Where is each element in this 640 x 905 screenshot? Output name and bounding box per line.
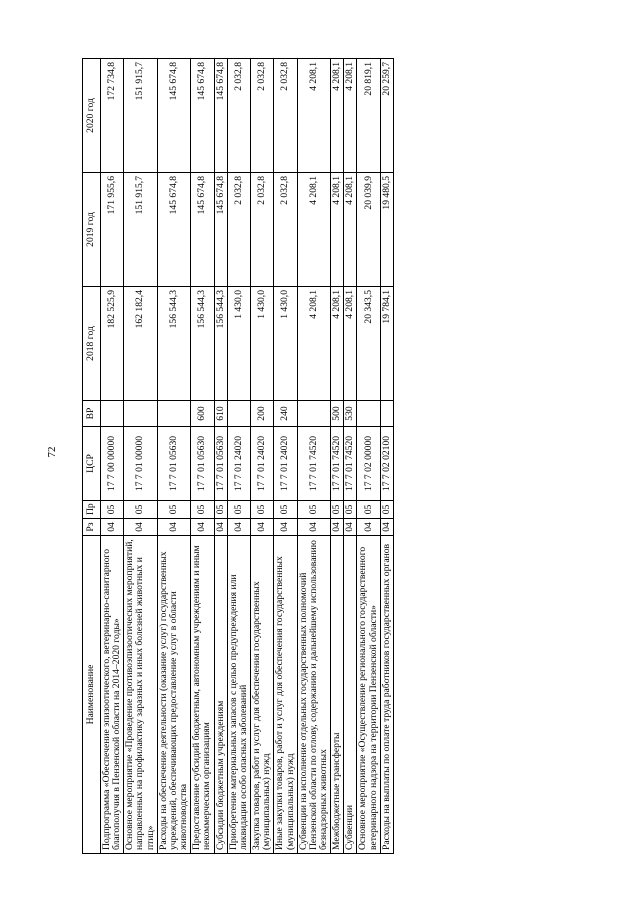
cell-2018: 4 208,1 [297, 287, 330, 401]
table-row [227, 59, 250, 854]
cell-2018: 4 208,1 [344, 287, 357, 401]
table-row [191, 59, 214, 854]
table-row [214, 59, 227, 854]
cell-vr [357, 401, 380, 427]
cell-2020: 20 819,1 [357, 59, 380, 173]
cell-2019: 4 208,1 [344, 173, 357, 287]
cell-csr: 17 7 02 02100 [380, 427, 393, 501]
cell-csr: 17 7 01 24020 [251, 427, 274, 501]
cell-name: Закупка товаров, работ и услуг для обеспечения государственных (муниципальных) нужд [251, 536, 274, 854]
cell-2020: 4 208,1 [331, 59, 344, 173]
cell-pr: 05 [331, 501, 344, 519]
cell-rz: 04 [214, 519, 227, 536]
cell-csr: 17 7 01 05630 [191, 427, 214, 501]
cell-rz: 04 [157, 519, 190, 536]
cell-2018: 156 544,3 [214, 287, 227, 401]
cell-2018: 19 784,1 [380, 287, 393, 401]
cell-name: Субвенции [344, 536, 357, 854]
header-name: Наименование [83, 536, 101, 854]
cell-pr: 05 [357, 501, 380, 519]
table-header [83, 59, 101, 854]
cell-csr: 17 7 01 05630 [214, 427, 227, 501]
cell-2020: 145 674,8 [214, 59, 227, 173]
cell-rz: 04 [191, 519, 214, 536]
cell-2018: 20 343,5 [357, 287, 380, 401]
cell-2020: 2 032,8 [227, 59, 250, 173]
cell-2019: 2 032,8 [227, 173, 250, 287]
cell-name: Субвенции на исполнение отдельных государственных полномочий Пензенской области по отлову, содержанию и дальнейшему использованию безнадзорных животных [297, 536, 330, 854]
header-pr: Пр [83, 501, 101, 519]
cell-vr [297, 401, 330, 427]
cell-name: Субсидии бюджетным учреждениям [214, 536, 227, 854]
table-row [344, 59, 357, 854]
cell-2019: 145 674,8 [214, 173, 227, 287]
cell-csr: 17 7 01 74520 [331, 427, 344, 501]
cell-rz: 04 [251, 519, 274, 536]
cell-2020: 145 674,8 [191, 59, 214, 173]
table-row [380, 59, 393, 854]
cell-pr: 05 [344, 501, 357, 519]
table-row [157, 59, 190, 854]
cell-csr: 17 7 01 24020 [274, 427, 297, 501]
cell-csr: 17 7 01 74520 [297, 427, 330, 501]
cell-2019: 2 032,8 [274, 173, 297, 287]
cell-name: Основное мероприятие «Проведение противоэпизоотических мероприятий, направленных на профилактику заразных и иных болезней животных и птиц» [124, 536, 157, 854]
table-row [124, 59, 157, 854]
cell-name: Предоставление субсидий бюджетным, автономным учреждениям и иным некоммерческим организациям [191, 536, 214, 854]
cell-2020: 20 259,7 [380, 59, 393, 173]
cell-2018: 162 182,4 [124, 287, 157, 401]
cell-2019: 145 674,8 [157, 173, 190, 287]
cell-rz: 04 [297, 519, 330, 536]
header-row [83, 59, 101, 854]
cell-2019: 171 955,6 [101, 173, 124, 287]
header-csr: ЦСР [83, 427, 101, 501]
cell-csr: 17 7 01 00000 [124, 427, 157, 501]
cell-vr: 200 [251, 401, 274, 427]
cell-2018: 4 208,1 [331, 287, 344, 401]
cell-2020: 4 208,1 [344, 59, 357, 173]
cell-2018: 182 525,9 [101, 287, 124, 401]
cell-2019: 20 039,9 [357, 173, 380, 287]
cell-2019: 19 480,5 [380, 173, 393, 287]
cell-2020: 2 032,8 [274, 59, 297, 173]
cell-csr: 17 7 00 00000 [101, 427, 124, 501]
cell-rz: 04 [227, 519, 250, 536]
cell-2019: 145 674,8 [191, 173, 214, 287]
cell-2019: 2 032,8 [251, 173, 274, 287]
cell-pr: 05 [227, 501, 250, 519]
cell-pr: 05 [251, 501, 274, 519]
header-vr: ВР [83, 401, 101, 427]
cell-2018: 1 430,0 [251, 287, 274, 401]
cell-name: Приобретение материальных запасов с целью предупреждения или ликвидации особо опасных заболеваний [227, 536, 250, 854]
cell-pr: 05 [157, 501, 190, 519]
cell-csr: 17 7 02 00000 [357, 427, 380, 501]
cell-name: Межбюджетные трансферты [331, 536, 344, 854]
cell-name: Подпрограмма «Обеспечение эпизоотического, ветеринарно-санитарного благополучия в Пензенской области на 2014–2020 годы» [101, 536, 124, 854]
cell-name: Иные закупки товаров, работ и услуг для обеспечения государственных (муниципальных) нужд [274, 536, 297, 854]
table-row [357, 59, 380, 854]
cell-vr: 240 [274, 401, 297, 427]
table-row [251, 59, 274, 854]
cell-2019: 4 208,1 [331, 173, 344, 287]
table-row [274, 59, 297, 854]
cell-rz: 04 [274, 519, 297, 536]
cell-pr: 05 [191, 501, 214, 519]
header-2020: 2020 год [83, 59, 101, 173]
page-number: 72 [46, 446, 58, 458]
cell-rz: 04 [101, 519, 124, 536]
cell-name: Основное мероприятие «Осуществление регионального государственного ветеринарного надзора на территории Пензенской области» [357, 536, 380, 854]
budget-table [82, 58, 394, 854]
cell-2018: 1 430,0 [274, 287, 297, 401]
cell-vr [124, 401, 157, 427]
cell-pr: 05 [380, 501, 393, 519]
cell-2019: 151 915,7 [124, 173, 157, 287]
cell-2019: 4 208,1 [297, 173, 330, 287]
cell-pr: 05 [214, 501, 227, 519]
header-rz: Рз [83, 519, 101, 536]
cell-2020: 2 032,8 [251, 59, 274, 173]
cell-2020: 151 915,7 [124, 59, 157, 173]
cell-2018: 156 544,3 [157, 287, 190, 401]
cell-csr: 17 7 01 05630 [157, 427, 190, 501]
table-row [297, 59, 330, 854]
table-row [101, 59, 124, 854]
cell-name: Расходы на обеспечение деятельности (оказание услуг) государственных учреждений, обеспечивающих предоставление услуг в области животноводства [157, 536, 190, 854]
table-body [101, 59, 394, 854]
cell-csr: 17 7 01 24020 [227, 427, 250, 501]
cell-2018: 156 544,3 [191, 287, 214, 401]
cell-2020: 145 674,8 [157, 59, 190, 173]
cell-vr: 530 [344, 401, 357, 427]
cell-csr: 17 7 01 74520 [344, 427, 357, 501]
header-2019: 2019 год [83, 173, 101, 287]
cell-rz: 04 [331, 519, 344, 536]
cell-rz: 04 [357, 519, 380, 536]
cell-vr [101, 401, 124, 427]
cell-vr: 500 [331, 401, 344, 427]
cell-2020: 4 208,1 [297, 59, 330, 173]
cell-pr: 05 [101, 501, 124, 519]
cell-2020: 172 734,8 [101, 59, 124, 173]
cell-vr [157, 401, 190, 427]
cell-name: Расходы на выплаты по оплате труда работников государственных органов [380, 536, 393, 854]
header-2018: 2018 год [83, 287, 101, 401]
cell-pr: 05 [124, 501, 157, 519]
cell-rz: 04 [344, 519, 357, 536]
cell-vr [227, 401, 250, 427]
cell-vr [380, 401, 393, 427]
budget-table-container [82, 58, 556, 854]
cell-rz: 04 [124, 519, 157, 536]
cell-vr: 610 [214, 401, 227, 427]
cell-2018: 1 430,0 [227, 287, 250, 401]
cell-rz: 04 [380, 519, 393, 536]
cell-pr: 05 [297, 501, 330, 519]
cell-pr: 05 [274, 501, 297, 519]
table-row [331, 59, 344, 854]
cell-vr: 600 [191, 401, 214, 427]
